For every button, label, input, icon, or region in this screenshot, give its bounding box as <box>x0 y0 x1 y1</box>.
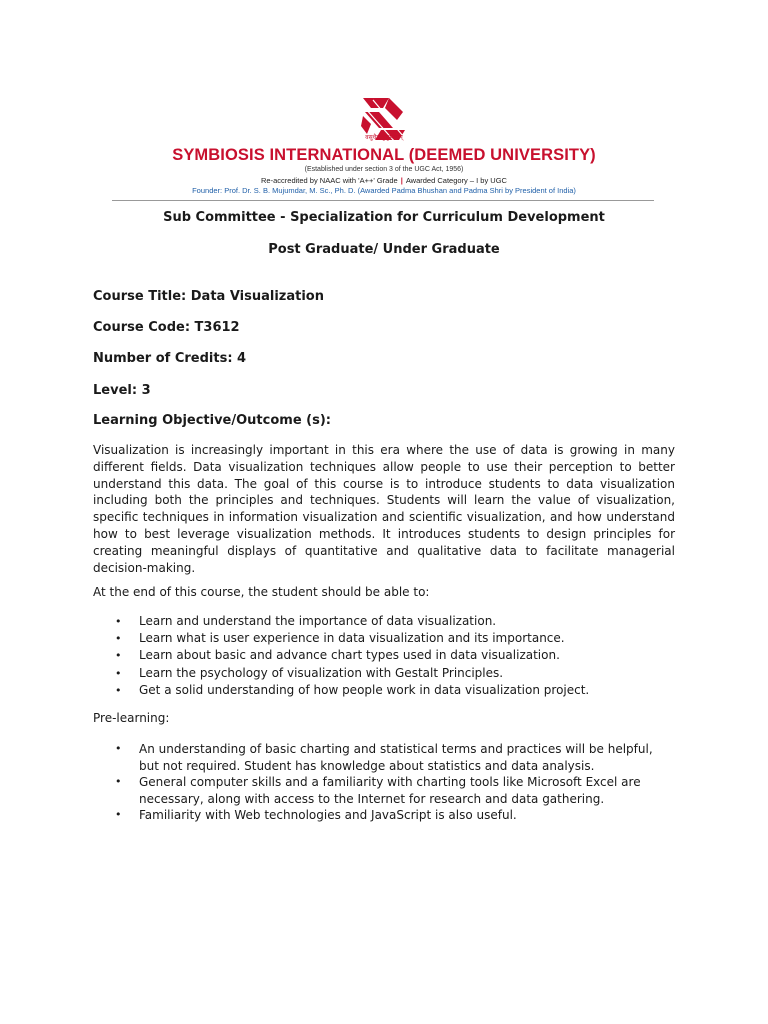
prelearning-text: Familiarity with Web technologies and JavaScript is also useful. <box>139 808 517 822</box>
accreditation-separator: | <box>400 176 403 185</box>
prelearning-text: General computer skills and a familiarity with charting tools like Microsoft Excel are necessary, along with access to the Internet for research and data gathering. <box>139 775 641 806</box>
accreditation-line <box>100 176 668 185</box>
number-of-credits: Number of Credits: 4 <box>93 351 247 366</box>
prelearning-lead: Pre-learning: <box>93 711 170 725</box>
bullet-icon: • <box>115 742 122 755</box>
program-level-title: Post Graduate/ Under Graduate <box>268 242 500 257</box>
prelearning-text: An understanding of basic charting and statistical terms and practices will be helpful, but not required. Student has knowledge about statistics and data analysis. <box>139 742 653 773</box>
bullet-icon: • <box>115 683 122 697</box>
bullet-icon: • <box>115 775 122 788</box>
list-item <box>93 741 653 774</box>
outcome-text: Learn and understand the importance of data visualization. <box>139 614 497 628</box>
objective-paragraph: Visualization is increasingly important in this era where the use of data is growing in many different fields. Data visualization techniques allow people to use their perception to better understand this data. The goal of this course is to introduce students to data visualization including both the principles and techniques. Students will learn the value of visualization, specific techniques in information visualization and scientific visualization, and how understand how to best leverage visualization methods. It introduces students to design principles for creating meaningful displays of quantitative and qualitative data to facilitate managerial decision-making. <box>93 443 675 575</box>
course-level: Level: 3 <box>93 383 151 398</box>
list-item <box>93 630 653 647</box>
university-motto: वसुधैव कुटुम्बकम् <box>365 134 403 141</box>
founder-line: Founder: Prof. Dr. S. B. Mujumdar, M. Sc., Ph. D. (Awarded Padma Bhushan and Padma Shri by President of India) <box>192 186 576 195</box>
prelearning-list <box>93 741 653 824</box>
bullet-icon: • <box>115 615 122 628</box>
bullet-icon: • <box>115 649 122 663</box>
list-item <box>93 774 653 807</box>
outcome-text: Learn the psychology of visualization with Gestalt Principles. <box>139 665 504 680</box>
course-code: Course Code: T3612 <box>93 320 240 335</box>
header-divider <box>112 200 654 201</box>
establishment-note: (Established under section 3 of the UGC Act, 1956) <box>304 166 464 173</box>
bullet-icon: • <box>115 666 122 680</box>
outcome-text: Get a solid understanding of how people work in data visualization project. <box>139 682 590 697</box>
outcomes-list <box>93 613 653 699</box>
bullet-icon: • <box>115 632 122 646</box>
list-item <box>93 647 653 664</box>
course-title: Course Title: Data Visualization <box>93 289 324 304</box>
accreditation-ugc: Awarded Category – I by UGC <box>405 176 507 185</box>
bullet-icon: • <box>115 808 122 821</box>
sub-committee-title: Sub Committee - Specialization for Curriculum Development <box>163 210 605 225</box>
outcome-text: Learn about basic and advance chart types used in data visualization. <box>139 648 560 663</box>
outcome-text: Learn what is user experience in data visualization and its importance. <box>139 631 565 646</box>
accreditation-naac: Re-accredited by NAAC with 'A++' Grade <box>261 176 398 185</box>
outcome-lead: At the end of this course, the student should be able to: <box>93 585 430 599</box>
list-item <box>93 665 653 682</box>
list-item <box>93 682 653 699</box>
list-item <box>93 613 653 630</box>
university-name: SYMBIOSIS INTERNATIONAL (DEEMED UNIVERSITY) <box>172 146 596 164</box>
list-item <box>93 807 653 824</box>
learning-objective-heading: Learning Objective/Outcome (s): <box>93 413 331 428</box>
